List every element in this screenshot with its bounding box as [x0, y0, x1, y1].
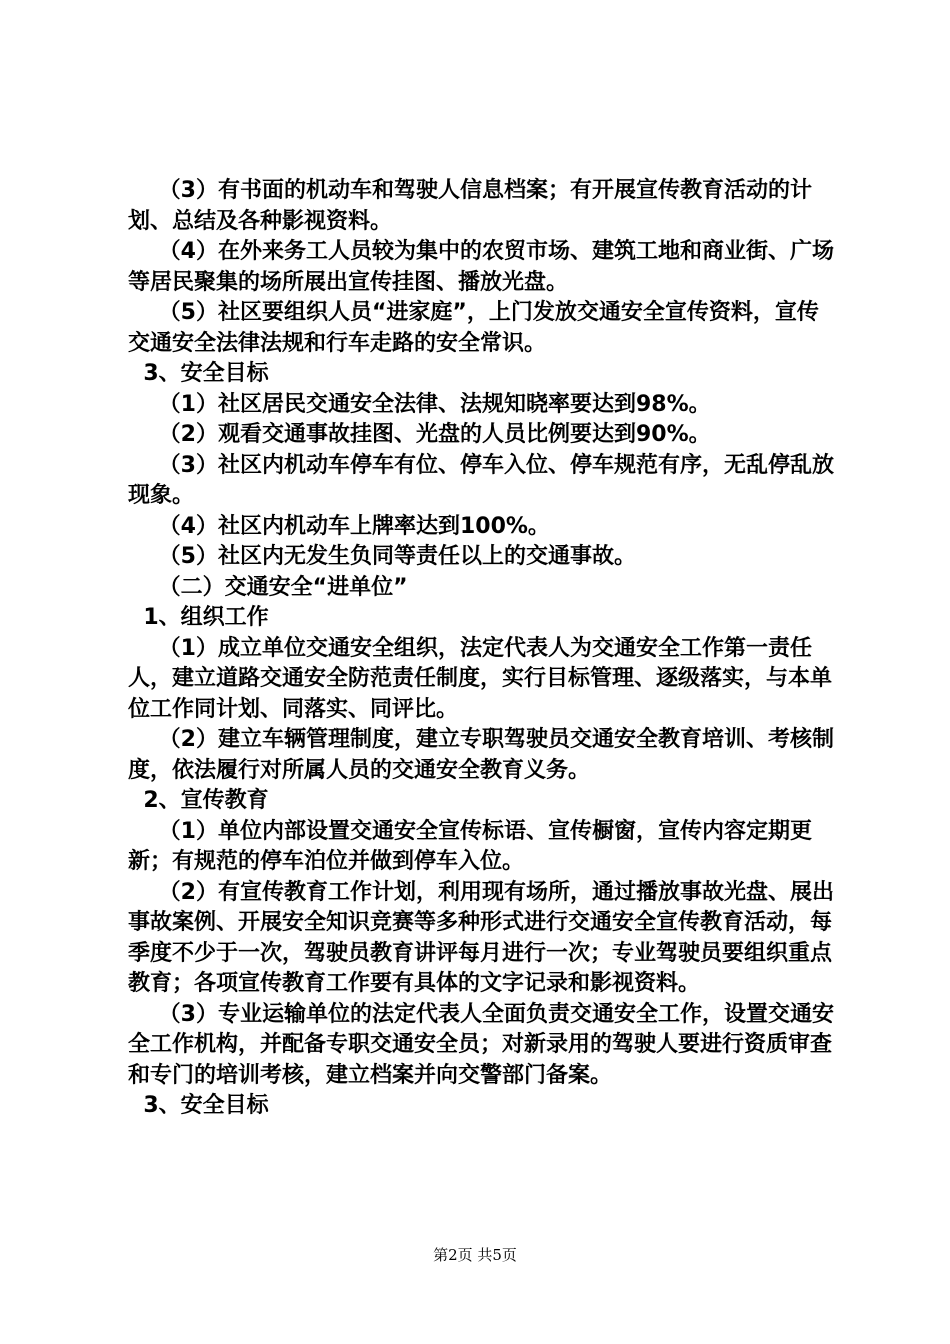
paragraph: （1）单位内部设置交通安全宣传标语、宣传橱窗，宣传内容定期更新；有规范的停车泊位并做到停车入位。 [128, 818, 812, 874]
page-number-footer: 第2页 共5页 [433, 1246, 517, 1264]
paragraph: （3）社区内机动车停车有位、停车入位、停车规范有序，无乱停乱放现象。 [128, 452, 834, 508]
section-heading: 2、宣传教育 [128, 788, 269, 813]
paragraph: （4）在外来务工人员较为集中的农贸市场、建筑工地和商业街、广场等居民聚集的场所展出宣传挂图、播放光盘。 [128, 239, 834, 295]
paragraph: （2）有宣传教育工作计划，利用现有场所，通过播放事故光盘、展出事故案例、开展安全知识竞赛等多种形式进行交通安全宣传教育活动，每季度不少于一次，驾驶员教育讲评每月进行一次；专业驾驶员要组织重点教育；各项宣传教育工作要有具体的文字记录和影视资料。 [128, 879, 834, 996]
paragraph: （5）社区要组织人员“进家庭”，上门发放交通安全宣传资料，宣传交通安全法律法规和行车走路的安全常识。 [128, 300, 819, 356]
section-heading: 3、安全目标 [128, 361, 269, 386]
paragraph: （1）社区居民交通安全法律、法规知晓率要达到98%。 [128, 391, 711, 417]
paragraph: （5）社区内无发生负同等责任以上的交通事故。 [128, 544, 636, 569]
paragraph: （2）建立车辆管理制度，建立专职驾驶员交通安全教育培训、考核制度，依法履行对所属人员的交通安全教育义务。 [128, 727, 834, 783]
document-body [128, 176, 840, 1122]
section-heading: （二）交通安全“进单位” [128, 574, 408, 600]
section-heading: 3、安全目标 [128, 1093, 269, 1118]
paragraph: （3）有书面的机动车和驾驶人信息档案；有开展宣传教育活动的计划、总结及各种影视资料。 [128, 178, 812, 234]
paragraph: （2）观看交通事故挂图、光盘的人员比例要达到90%。 [128, 422, 711, 447]
section-heading: 1、组织工作 [128, 605, 269, 630]
paragraph: （4）社区内机动车上牌率达到100%。 [128, 513, 550, 539]
paragraph: （3）专业运输单位的法定代表人全面负责交通安全工作，设置交通安全工作机构，并配备专职交通安全员；对新录用的驾驶人要进行资质审查和专门的培训考核，建立档案并向交警部门备案。 [128, 1001, 834, 1088]
paragraph: （1）成立单位交通安全组织，法定代表人为交通安全工作第一责任人，建立道路交通安全防范责任制度，实行目标管理、逐级落实，与本单位工作同计划、同落实、同评比。 [128, 635, 833, 722]
